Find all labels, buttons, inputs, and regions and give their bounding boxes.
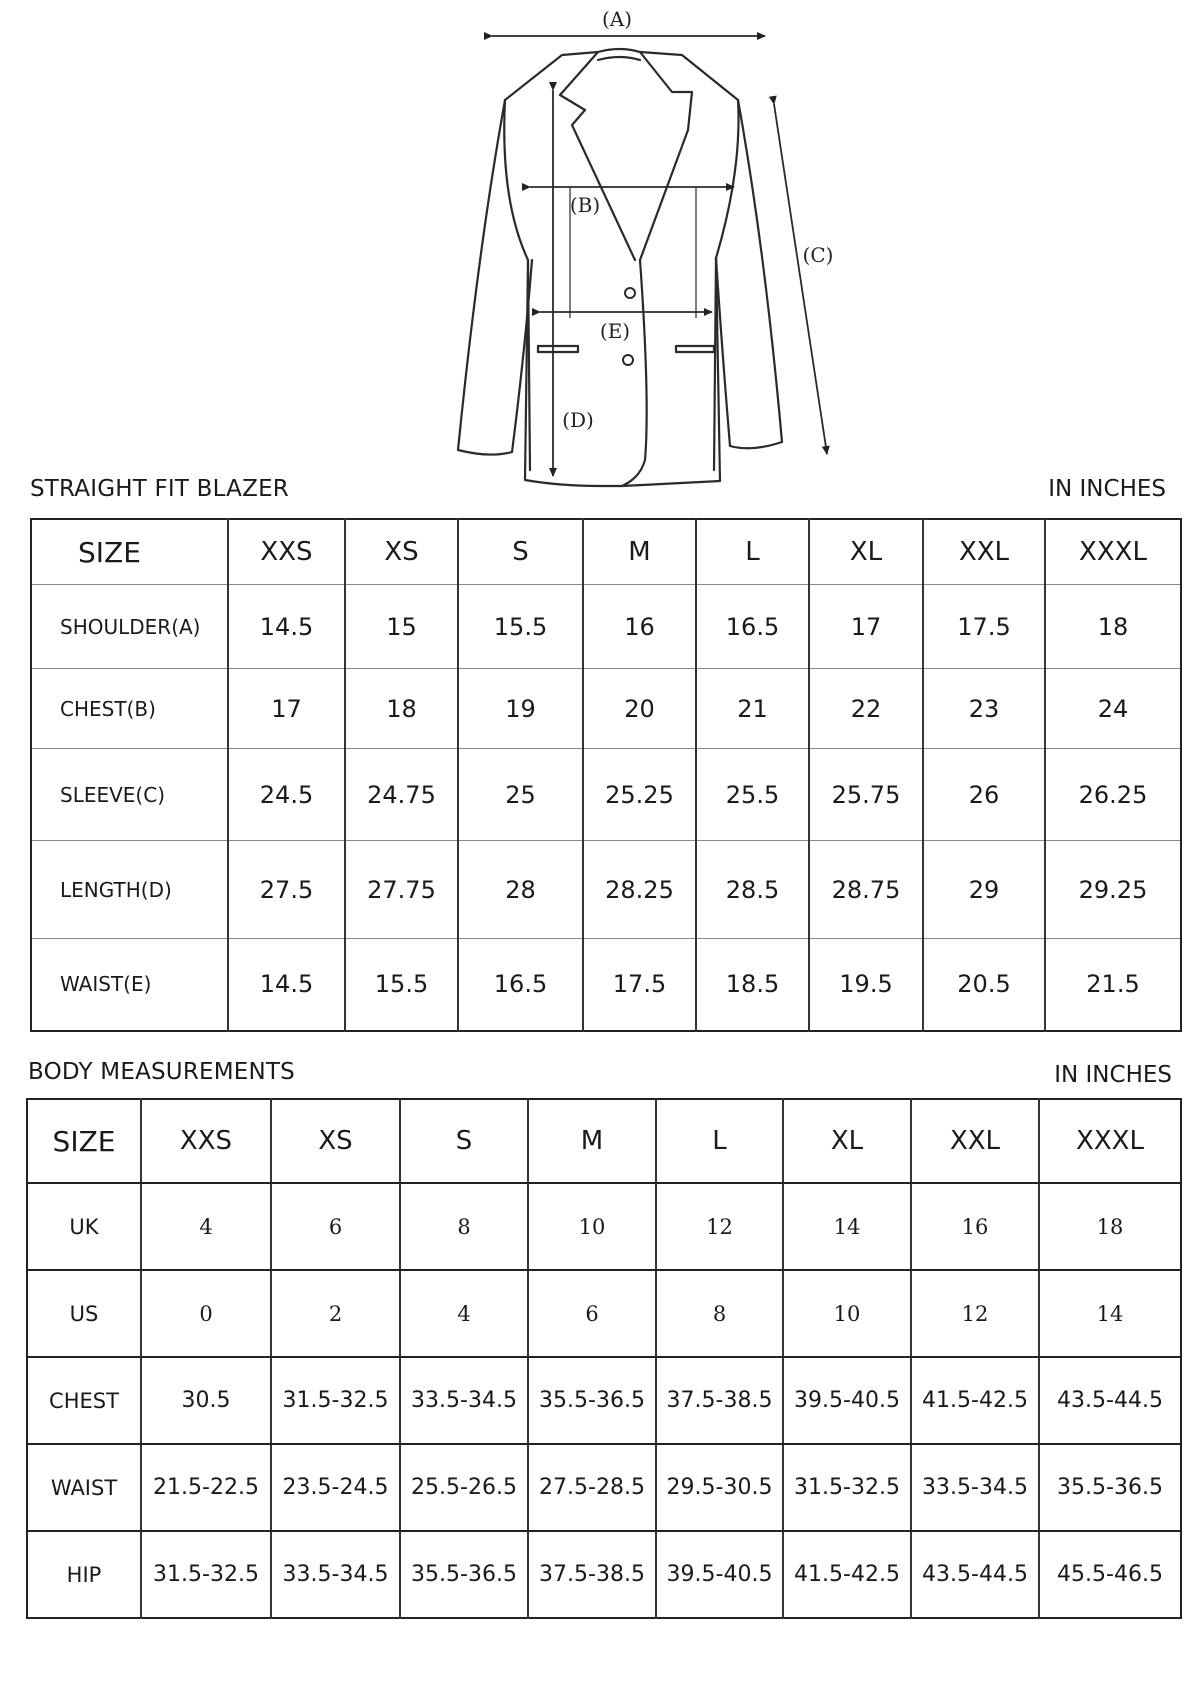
table-cell: 27.75 bbox=[345, 841, 458, 939]
table-cell: 16 bbox=[911, 1183, 1039, 1270]
table-cell: 23.5-24.5 bbox=[271, 1444, 400, 1531]
table-cell: 30.5 bbox=[141, 1357, 271, 1444]
size-header: L bbox=[656, 1099, 783, 1183]
table-cell: 20.5 bbox=[923, 939, 1045, 1031]
table-cell: 25.5 bbox=[696, 749, 809, 841]
table-cell: 18 bbox=[345, 669, 458, 749]
table-cell: 28 bbox=[458, 841, 583, 939]
table-row bbox=[27, 1357, 1181, 1444]
table-cell: 24.5 bbox=[228, 749, 345, 841]
row-label: WAIST(E) bbox=[31, 939, 228, 1031]
table-cell: 12 bbox=[656, 1183, 783, 1270]
size-header: XS bbox=[345, 519, 458, 585]
table-row bbox=[27, 1531, 1181, 1618]
table-cell: 17 bbox=[228, 669, 345, 749]
table-row bbox=[31, 669, 1181, 749]
table-cell: 25.25 bbox=[583, 749, 696, 841]
table-cell: 31.5-32.5 bbox=[271, 1357, 400, 1444]
size-header: S bbox=[400, 1099, 528, 1183]
table-row bbox=[31, 585, 1181, 669]
table-cell: 16.5 bbox=[696, 585, 809, 669]
size-header: XXXL bbox=[1045, 519, 1181, 585]
size-header: S bbox=[458, 519, 583, 585]
table-cell: 15 bbox=[345, 585, 458, 669]
table-cell: 2 bbox=[271, 1270, 400, 1357]
table-cell: 8 bbox=[656, 1270, 783, 1357]
row-label: SHOULDER(A) bbox=[31, 585, 228, 669]
table-cell: 12 bbox=[911, 1270, 1039, 1357]
row-label: SLEEVE(C) bbox=[31, 749, 228, 841]
row-label: CHEST bbox=[27, 1357, 141, 1444]
table-cell: 21.5-22.5 bbox=[141, 1444, 271, 1531]
table-cell: 31.5-32.5 bbox=[141, 1531, 271, 1618]
size-header: L bbox=[696, 519, 809, 585]
row-label: UK bbox=[27, 1183, 141, 1270]
table-cell: 16.5 bbox=[458, 939, 583, 1031]
table-row bbox=[27, 1183, 1181, 1270]
table-cell: 29.25 bbox=[1045, 841, 1181, 939]
table-cell: 35.5-36.5 bbox=[400, 1531, 528, 1618]
table-cell: 18 bbox=[1039, 1183, 1181, 1270]
table-cell: 21 bbox=[696, 669, 809, 749]
table-cell: 33.5-34.5 bbox=[911, 1444, 1039, 1531]
table-cell: 27.5-28.5 bbox=[528, 1444, 656, 1531]
table-cell: 6 bbox=[271, 1183, 400, 1270]
table-cell: 14.5 bbox=[228, 939, 345, 1031]
table-cell: 25.75 bbox=[809, 749, 923, 841]
label-a: (A) bbox=[601, 7, 633, 31]
row-label: CHEST(B) bbox=[31, 669, 228, 749]
size-header: XXS bbox=[141, 1099, 271, 1183]
table-row bbox=[27, 1270, 1181, 1357]
table-cell: 28.75 bbox=[809, 841, 923, 939]
table-cell: 27.5 bbox=[228, 841, 345, 939]
body-header-size-label: SIZE bbox=[27, 1099, 141, 1183]
table-cell: 6 bbox=[528, 1270, 656, 1357]
table-cell: 20 bbox=[583, 669, 696, 749]
table-cell: 15.5 bbox=[345, 939, 458, 1031]
table-cell: 43.5-44.5 bbox=[911, 1531, 1039, 1618]
table-cell: 39.5-40.5 bbox=[656, 1531, 783, 1618]
table-cell: 19 bbox=[458, 669, 583, 749]
measurement-labels bbox=[562, 7, 833, 432]
size-header: XXS bbox=[228, 519, 345, 585]
label-c: (C) bbox=[802, 243, 834, 267]
table-cell: 28.25 bbox=[583, 841, 696, 939]
size-header: XXXL bbox=[1039, 1099, 1181, 1183]
label-d: (D) bbox=[562, 408, 594, 432]
table-cell: 18.5 bbox=[696, 939, 809, 1031]
body-section-title: BODY MEASUREMENTS bbox=[28, 1059, 295, 1085]
table-cell: 16 bbox=[583, 585, 696, 669]
table-cell: 17 bbox=[809, 585, 923, 669]
body-header-row bbox=[27, 1099, 1181, 1183]
table-cell: 35.5-36.5 bbox=[1039, 1444, 1181, 1531]
blazer-size-table bbox=[30, 518, 1182, 1032]
table-cell: 4 bbox=[400, 1270, 528, 1357]
size-header: XXL bbox=[923, 519, 1045, 585]
table-cell: 28.5 bbox=[696, 841, 809, 939]
table-cell: 37.5-38.5 bbox=[656, 1357, 783, 1444]
table-cell: 24.75 bbox=[345, 749, 458, 841]
table-cell: 33.5-34.5 bbox=[271, 1531, 400, 1618]
table-cell: 10 bbox=[528, 1183, 656, 1270]
blazer-header-row bbox=[31, 519, 1181, 585]
table-cell: 21.5 bbox=[1086, 970, 1140, 999]
table-cell: 17.5 bbox=[583, 939, 696, 1031]
table-cell: 26.25 bbox=[1045, 749, 1181, 841]
table-cell: 14.5 bbox=[228, 585, 345, 669]
label-e: (E) bbox=[599, 319, 631, 343]
table-cell: 24 bbox=[1045, 669, 1181, 749]
table-cell: 43.5-44.5 bbox=[1039, 1357, 1181, 1444]
table-cell: 8 bbox=[400, 1183, 528, 1270]
table-cell: 10 bbox=[783, 1270, 911, 1357]
size-header: XL bbox=[809, 519, 923, 585]
size-header: M bbox=[528, 1099, 656, 1183]
row-label: US bbox=[27, 1270, 141, 1357]
table-cell: 18 bbox=[1045, 585, 1181, 669]
table-cell: 22 bbox=[809, 669, 923, 749]
body-unit-label: IN INCHES bbox=[1054, 1062, 1172, 1088]
table-row bbox=[31, 939, 1181, 1031]
row-label: LENGTH(D) bbox=[31, 841, 228, 939]
table-cell: 25.5-26.5 bbox=[400, 1444, 528, 1531]
table-row bbox=[27, 1444, 1181, 1531]
body-measurements-table bbox=[26, 1098, 1182, 1619]
table-cell: 19.5 bbox=[809, 939, 923, 1031]
table-cell: 41.5-42.5 bbox=[783, 1531, 911, 1618]
blazer-diagram bbox=[0, 0, 1200, 500]
table-cell: 29.5-30.5 bbox=[656, 1444, 783, 1531]
blazer-section-title: STRAIGHT FIT BLAZER bbox=[30, 476, 289, 502]
table-cell: 41.5-42.5 bbox=[911, 1357, 1039, 1444]
table-cell: 37.5-38.5 bbox=[528, 1531, 656, 1618]
measurement-lines bbox=[492, 36, 827, 476]
table-cell: 14 bbox=[783, 1183, 911, 1270]
size-header: M bbox=[583, 519, 696, 585]
size-header: XS bbox=[271, 1099, 400, 1183]
table-cell: 29 bbox=[923, 841, 1045, 939]
table-cell: 26 bbox=[923, 749, 1045, 841]
table-cell: 33.5-34.5 bbox=[400, 1357, 528, 1444]
blazer-unit-label: IN INCHES bbox=[1048, 476, 1166, 502]
table-row bbox=[31, 749, 1181, 841]
row-label: HIP bbox=[27, 1531, 141, 1618]
size-header: XXL bbox=[911, 1099, 1039, 1183]
table-cell: 4 bbox=[141, 1183, 271, 1270]
blazer-header-size-label: SIZE bbox=[31, 519, 228, 585]
table-cell: 45.5-46.5 bbox=[1057, 1562, 1163, 1587]
label-b: (B) bbox=[569, 193, 601, 217]
table-cell: 35.5-36.5 bbox=[528, 1357, 656, 1444]
table-cell: 23 bbox=[923, 669, 1045, 749]
blazer-outline bbox=[458, 49, 782, 486]
table-cell: 25 bbox=[458, 749, 583, 841]
table-cell: 15.5 bbox=[458, 585, 583, 669]
table-cell: 0 bbox=[141, 1270, 271, 1357]
table-row bbox=[31, 841, 1181, 939]
table-cell: 39.5-40.5 bbox=[783, 1357, 911, 1444]
table-cell: 31.5-32.5 bbox=[783, 1444, 911, 1531]
table-cell: 14 bbox=[1039, 1270, 1181, 1357]
table-cell: 17.5 bbox=[923, 585, 1045, 669]
row-label: WAIST bbox=[27, 1444, 141, 1531]
size-header: XL bbox=[783, 1099, 911, 1183]
